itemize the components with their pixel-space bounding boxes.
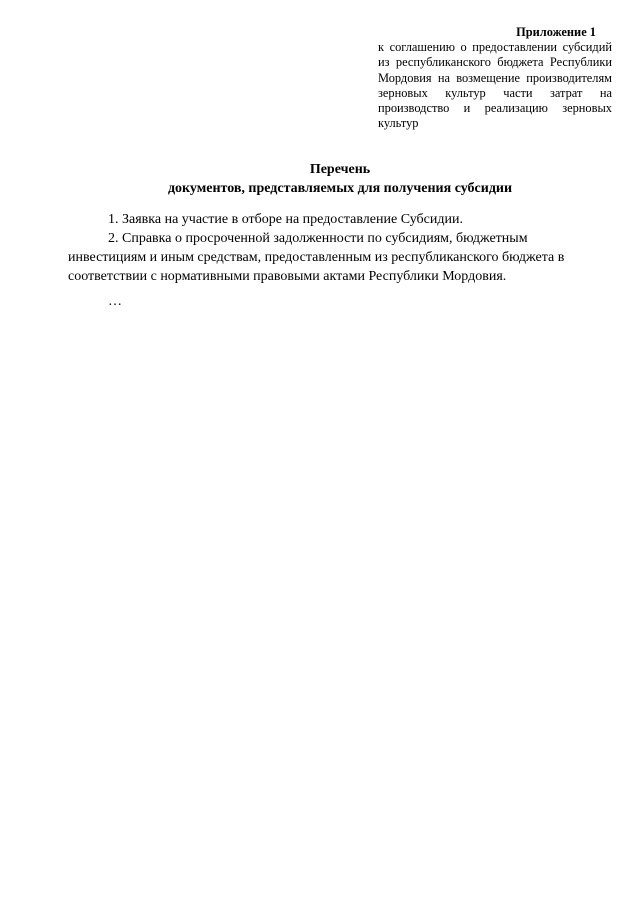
list-item-2: 2. Справка о просроченной задолженности по субсидиям, бюджетным инвестициям и иным средствам, предоставленным из республиканского бюджета в соответствии с нормативными правовыми актами Республики Мордовия. bbox=[68, 231, 565, 284]
appendix-block bbox=[378, 25, 612, 131]
appendix-title: Приложение 1 bbox=[516, 25, 596, 39]
list-item-1: 1. Заявка на участие в отборе на предоставление Субсидии. bbox=[108, 212, 463, 227]
heading-line-2: документов, представляемых для получения субсидии bbox=[167, 181, 513, 196]
ellipsis: … bbox=[108, 294, 122, 309]
document-heading bbox=[60, 160, 620, 198]
appendix-text: к соглашению о предоставлении субсидий из республиканского бюджета Республики Мордовия на возмещение производителям зерновых культур части затрат на производство и реализацию зерновых культур bbox=[378, 40, 612, 131]
heading-line-1: Перечень bbox=[309, 162, 371, 177]
documents-list bbox=[68, 210, 602, 286]
